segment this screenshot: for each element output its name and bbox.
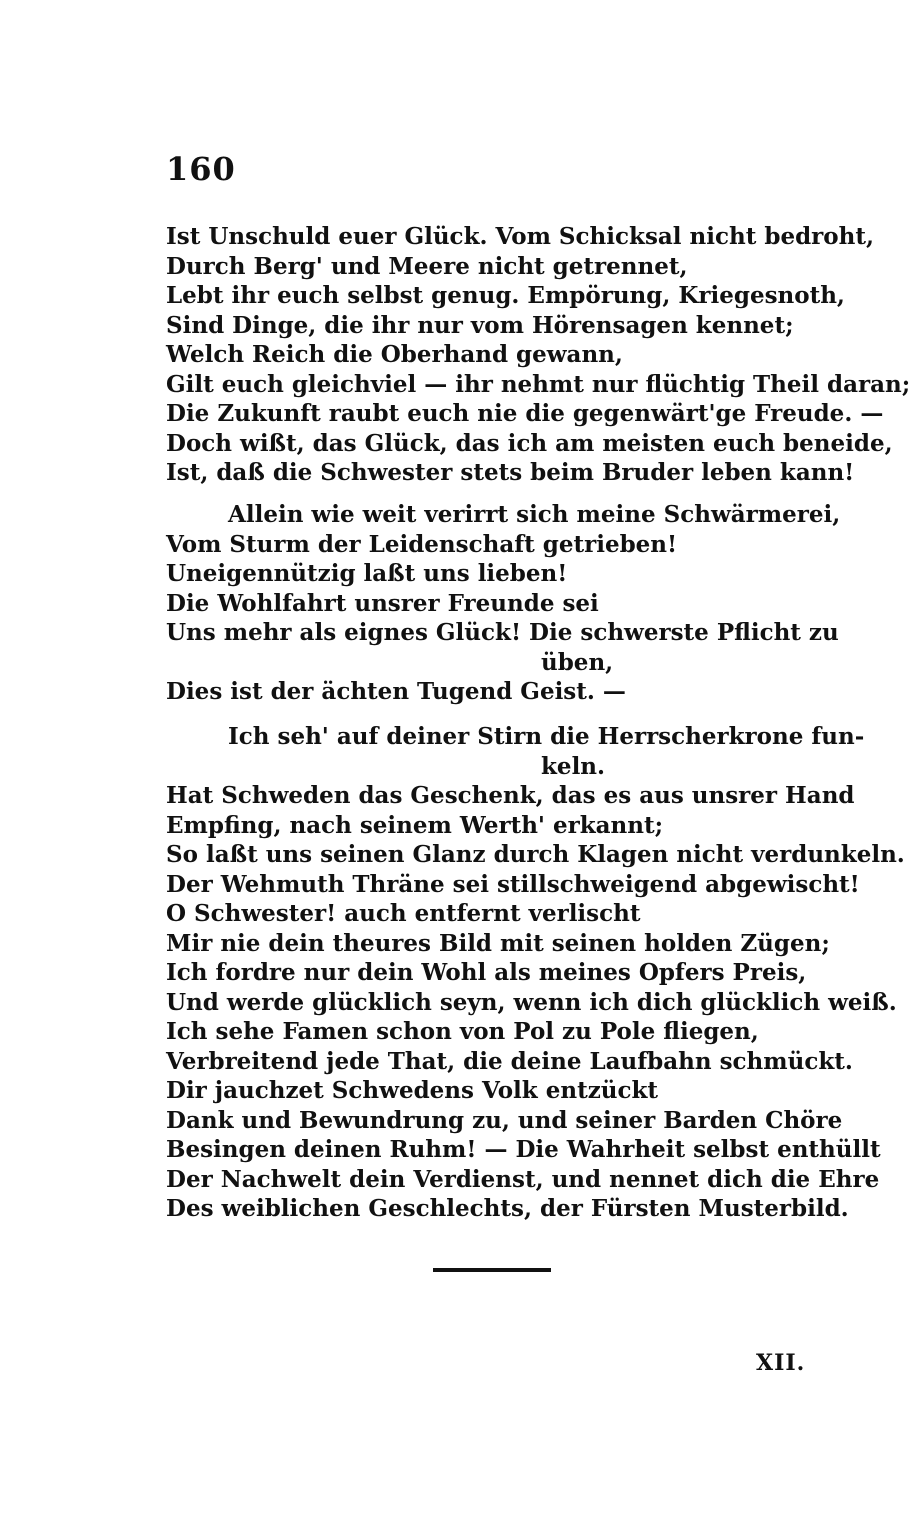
stanza-2 (166, 500, 841, 707)
verse-line: Dir jauchzet Schwedens Volk entzückt (166, 1077, 659, 1104)
verse-line: O Schwester! auch entfernt verlischt (166, 900, 641, 927)
verse-line: Ist Unschuld euer Glück. Vom Schicksal nicht bedroht, (166, 223, 874, 250)
section-divider-rule (433, 1268, 551, 1272)
verse-line: Uns mehr als eignes Glück! Die schwerste Pflicht zu (166, 619, 839, 646)
verse-line: Des weiblichen Geschlechts, der Fürsten Musterbild. (166, 1195, 849, 1222)
verse-line: Und werde glücklich seyn, wenn ich dich glücklich weiß. (166, 988, 897, 1016)
verse-line: Durch Berg' und Meere nicht getrennet, (166, 252, 688, 280)
verse-line: Die Wohlfahrt unsrer Freunde sei (166, 589, 599, 617)
verse-line: Mir nie dein theures Bild mit seinen holden Zügen; (166, 929, 830, 957)
verse-line: So laßt uns seinen Glanz durch Klagen nicht verdunkeln. (166, 841, 905, 868)
stanza-3 (166, 722, 905, 1224)
verse-line: Gilt euch gleichviel — ihr nehmt nur flüchtig Theil daran; (166, 370, 910, 398)
verse-line: Ich fordre nur dein Wohl als meines Opfers Preis, (166, 959, 807, 986)
verse-line-runover: keln. (541, 752, 606, 780)
verse-line-runover: üben, (541, 648, 614, 676)
stanza-1 (166, 222, 910, 488)
verse-line: Hat Schweden das Geschenk, das es aus unsrer Hand (166, 782, 855, 809)
page-number: 160 (166, 150, 236, 188)
verse-line: Allein wie weit verirrt sich meine Schwärmerei, (228, 501, 841, 528)
verse-line: Der Wehmuth Thräne sei stillschweigend abgewischt! (166, 870, 860, 898)
verse-line: Welch Reich die Oberhand gewann, (166, 341, 623, 368)
verse-line: Ich seh' auf deiner Stirn die Herrscherkrone fun- (228, 723, 865, 750)
verse-line: Dank und Bewundrung zu, und seiner Barden Chöre (166, 1106, 843, 1134)
verse-line: Uneigennützig laßt uns lieben! (166, 560, 568, 587)
verse-line: Vom Sturm der Leidenschaft getrieben! (166, 530, 678, 558)
verse-line: Sind Dinge, die ihr nur vom Hörensagen kennet; (166, 311, 794, 339)
verse-line: Doch wißt, das Glück, das ich am meisten euch beneide, (166, 429, 893, 457)
verse-line: Verbreitend jede That, die deine Laufbahn schmückt. (166, 1047, 853, 1075)
verse-line: Ich sehe Famen schon von Pol zu Pole fliegen, (166, 1018, 759, 1045)
verse-line: Die Zukunft raubt euch nie die gegenwärt'ge Freude. — (166, 400, 884, 427)
verse-line: Empfing, nach seinem Werth' erkannt; (166, 811, 664, 839)
verse-line: Dies ist der ächten Tugend Geist. — (166, 678, 626, 705)
verse-line: Ist, daß die Schwester stets beim Bruder leben kann! (166, 459, 855, 486)
verse-line: Der Nachwelt dein Verdienst, und nennet dich die Ehre (166, 1165, 880, 1193)
verse-line: Besingen deinen Ruhm! — Die Wahrheit selbst enthüllt (166, 1136, 881, 1163)
signature-mark: XII. (756, 1350, 806, 1376)
verse-line: Lebt ihr euch selbst genug. Empörung, Kriegesnoth, (166, 282, 845, 309)
